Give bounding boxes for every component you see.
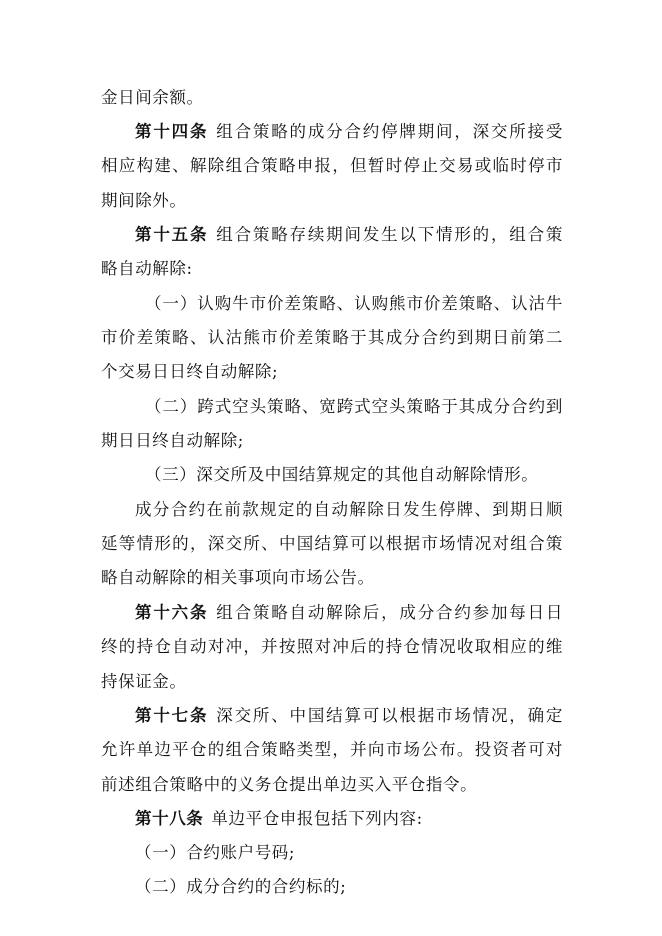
paragraph-line [101,671,563,693]
list-item-line [145,396,563,418]
paragraph-line [101,774,563,796]
paragraph-line [101,567,563,589]
paragraph-line [101,430,563,452]
line-text: 组合策略存续期间发生以下情形的，组合策 [216,225,564,244]
paragraph-line [135,499,563,521]
list-item-line [145,293,563,315]
list-item-line [145,464,563,486]
line-text: （三）深交所及中国结算规定的其他自动解除情形。 [145,465,539,484]
article-17-heading-line [135,705,563,727]
paragraph-line [101,258,563,280]
line-text: 允许单边平仓的组合策略类型，并向市场公布。投资者可对 [101,740,563,759]
line-text: 金日间余额。 [101,88,204,107]
article-14-heading-line [135,121,563,143]
line-text: 前述组合策略中的义务仓提出单边买入平仓指令。 [101,775,478,794]
line-text: 略自动解除的相关事项向市场公告。 [101,568,375,587]
line-text: 个交易日日终自动解除; [101,362,279,381]
article-18-heading-line [135,808,563,830]
paragraph-line [101,327,563,349]
line-text: 期间除外。 [101,191,187,210]
article-16-heading-line [135,602,563,624]
article-number: 第十五条 [135,225,209,244]
line-text: 终的持仓自动对冲，并按照对冲后的持仓情况收取相应的维 [101,637,563,656]
line-text: 相应构建、解除组合策略申报，但暂时停止交易或临时停市 [101,156,563,175]
line-text: 持保证金。 [101,672,187,691]
paragraph-line [101,361,563,383]
paragraph-line [101,155,563,177]
article-number: 第十八条 [135,809,204,828]
line-text: （二）成分合约的合约标的; [135,877,347,896]
line-text: （二）跨式空头策略、宽跨式空头策略于其成分合约到 [145,397,563,416]
paragraph-line [101,739,563,761]
list-item-line [135,842,563,864]
article-15-heading-line [135,224,563,246]
line-text: 单边平仓申报包括下列内容: [211,809,423,828]
article-number: 第十四条 [135,122,209,141]
line-text: 略自动解除: [101,259,193,278]
paragraph-line [101,190,563,212]
line-text: （一）认购牛市价差策略、认购熊市价差策略、认沽牛 [145,294,563,313]
article-number: 第十七条 [135,706,209,725]
line-text: 市价差策略、认沽熊市价差策略于其成分合约到期日前第二 [101,328,563,347]
line-text: 期日日终自动解除; [101,431,244,450]
line-text: 组合策略自动解除后，成分合约参加每日日 [216,603,564,622]
line-text: 延等情形的，深交所、中国结算可以根据市场情况对组合策 [101,534,563,553]
paragraph-line [101,636,563,658]
list-item-line [135,876,563,898]
line-text: 成分合约在前款规定的自动解除日发生停牌、到期日顺 [135,500,563,519]
paragraph-line [101,87,563,109]
article-number: 第十六条 [135,603,209,622]
line-text: 组合策略的成分合约停牌期间，深交所接受 [216,122,564,141]
paragraph-line [101,533,563,555]
line-text: （一）合约账户号码; [135,843,296,862]
line-text: 深交所、中国结算可以根据市场情况，确定 [216,706,564,725]
